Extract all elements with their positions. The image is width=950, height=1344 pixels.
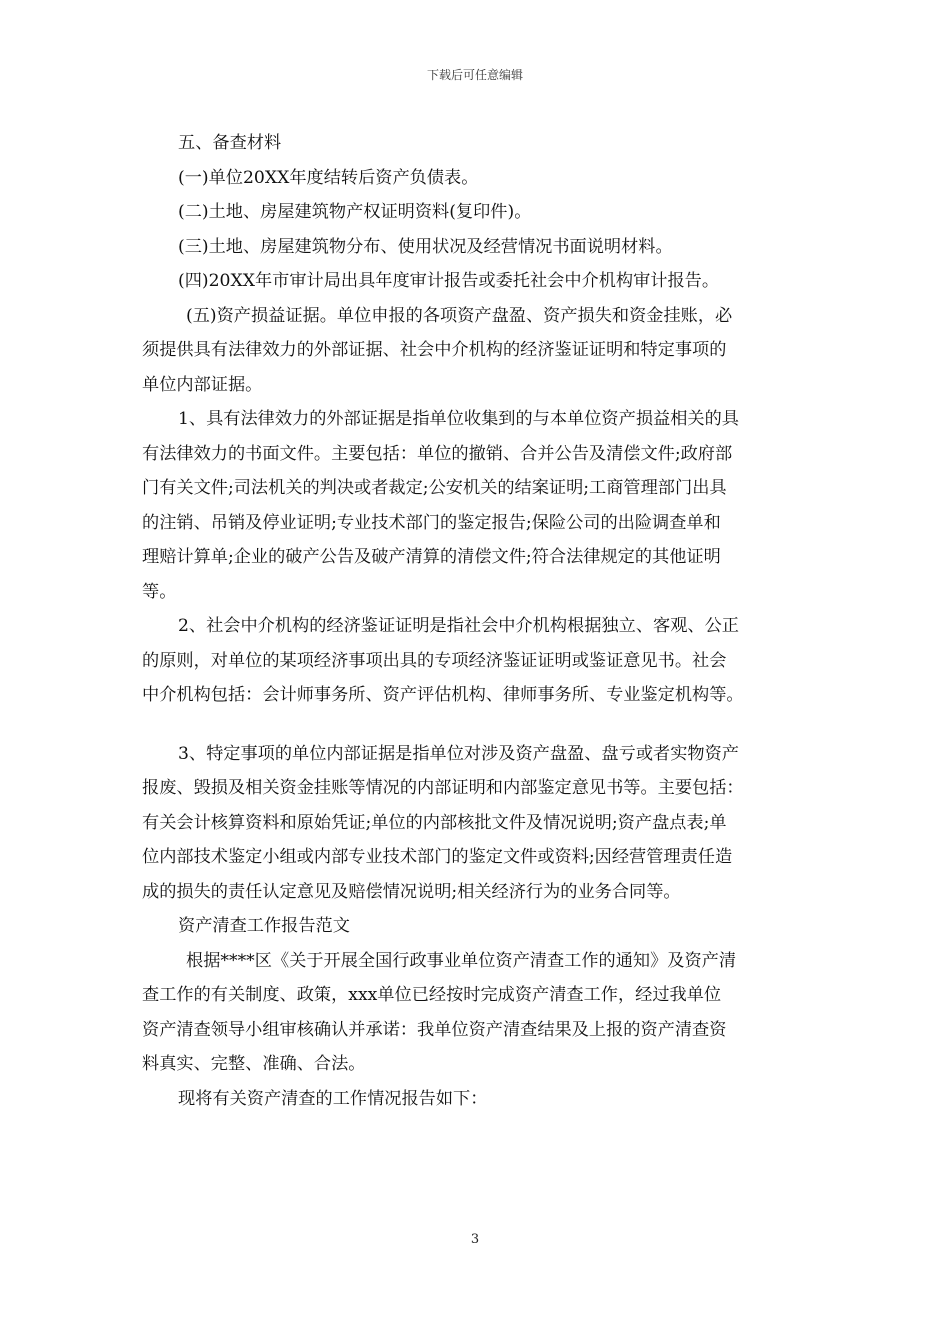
point1-line: 有法律效力的书面文件。主要包括：单位的撤销、合并公告及清偿文件;政府部	[142, 443, 733, 464]
point3-line: 位内部技术鉴定小组或内部专业技术部门的鉴定文件或资料;因经营管理责任造	[142, 847, 733, 867]
point1-line: 1、具有法律效力的外部证据是指单位收集到的与本单位资产损益相关的具	[178, 409, 739, 429]
list-item: (一)单位20XX年度结转后资产负债表。	[178, 167, 479, 188]
item5-line: (五)资产损益证据。单位申报的各项资产盘盈、资产损失和资金挂账，必	[186, 305, 733, 326]
list-item: (二)土地、房屋建筑物产权证明资料(复印件)。	[178, 202, 532, 222]
list-item: (三)土地、房屋建筑物分布、使用状况及经营情况书面说明材料。	[178, 236, 673, 257]
point3-line: 成的损失的责任认定意见及赔偿情况说明;相关经济行为的业务合同等。	[142, 881, 681, 902]
page-header-note: 下载后可任意编辑	[426, 68, 523, 82]
point2-line: 的原则，对单位的某项经济事项出具的专项经济鉴证证明或鉴证意见书。社会	[142, 650, 727, 671]
sample-para1-line: 根据****区《关于开展全国行政事业单位资产清查工作的通知》及资产清	[186, 950, 737, 971]
sample-para1-line: 料真实、完整、准确、合法。	[142, 1054, 366, 1074]
sample-title: 资产清查工作报告范文	[178, 916, 350, 936]
page-number: 3	[470, 1232, 480, 1247]
point2-line: 2、社会中介机构的经济鉴证证明是指社会中介机构根据独立、客观、公正	[178, 616, 739, 636]
item5-line: 须提供具有法律效力的外部证据、社会中介机构的经济鉴证证明和特定事项的	[142, 340, 727, 360]
sample-para1-line: 资产清查领导小组审核确认并承诺：我单位资产清查结果及上报的资产清查资	[142, 1019, 727, 1040]
section-heading: 五、备查材料	[178, 133, 282, 153]
sample-para1-line: 查工作的有关制度、政策，xxx单位已经按时完成资产清查工作，经过我单位	[142, 985, 722, 1005]
item5-line: 单位内部证据。	[142, 374, 263, 395]
point1-line: 的注销、吊销及停业证明;专业技术部门的鉴定报告;保险公司的出险调查单和	[142, 512, 721, 533]
point2-line: 中介机构包括：会计师事务所、资产评估机构、律师事务所、专业鉴定机构等。	[142, 685, 744, 705]
point3-line: 3、特定事项的单位内部证据是指单位对涉及资产盘盈、盘亏或者实物资产	[178, 743, 739, 764]
point1-line: 理赔计算单;企业的破产公告及破产清算的清偿文件;符合法律规定的其他证明	[142, 547, 721, 567]
point1-line: 门有关文件;司法机关的判决或者裁定;公安机关的结案证明;工商管理部门出具	[142, 478, 727, 498]
point1-line: 等。	[142, 581, 177, 602]
point3-line: 有关会计核算资料和原始凭证;单位的内部核批文件及情况说明;资产盘点表;单	[142, 812, 727, 833]
list-item: (四)20XX年市审计局出具年度审计报告或委托社会中介机构审计报告。	[178, 271, 720, 291]
sample-para2: 现将有关资产清查的工作情况报告如下：	[178, 1088, 488, 1109]
document-body	[142, 126, 818, 1116]
point3-line: 报废、毁损及相关资金挂账等情况的内部证明和内部鉴定意见书等。主要包括：	[142, 778, 744, 798]
paragraph-gap	[142, 713, 818, 737]
